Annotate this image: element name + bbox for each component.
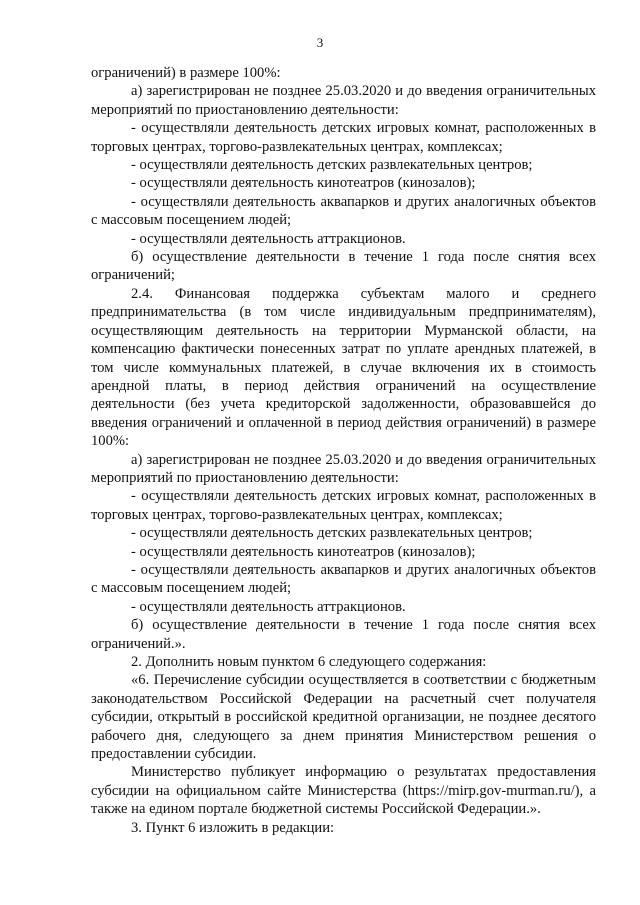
paragraph: Министерство публикует информацию о результатах предоставления субсидии на официальном сайте Министерства (https://mirp.gov-murman.ru/), а также на едином портале бюджетной системы Российской Федерации.». (91, 764, 596, 818)
paragraph: 3. Пункт 6 изложить в редакции: (131, 819, 335, 836)
paragraph: б) осуществление деятельности в течение 1 года после снятия всех ограничений; (91, 249, 596, 284)
paragraph: а) зарегистрирован не позднее 25.03.2020 и до введения ограничительных мероприятий по приостановлению деятельности: (91, 451, 596, 486)
list-item: - осуществляли деятельность аквапарков и других аналогичных объектов с массовым посещением людей; (91, 561, 596, 597)
document-body (91, 64, 596, 837)
paragraph: б) осуществление деятельности в течение 1 года после снятия всех ограничений.». (91, 617, 596, 652)
list-item: - осуществляли деятельность кинотеатров (кинозалов); (131, 543, 476, 560)
page-number: 3 (316, 35, 324, 50)
list-item: - осуществляли деятельность аттракционов. (131, 598, 406, 615)
list-item: - осуществляли деятельность аттракционов. (131, 230, 406, 247)
list-item: - осуществляли деятельность детских игровых комнат, расположенных в торговых центрах, торгово-развлекательных центрах, комплексах; (91, 120, 596, 155)
list-item: - осуществляли деятельность детских развлекательных центров; (131, 157, 533, 174)
paragraph: 2. Дополнить новым пунктом 6 следующего содержания: (131, 654, 487, 670)
paragraph: «6. Перечисление субсидии осуществляется в соответствии с бюджетным законодательством Российской Федерации на расчетный счет получателя субсидии, открытый в российской кредитной организации, не позднее десятого рабочего дня, следующего за днем принятия Министерством решения о предоставлении субсидии. (91, 672, 596, 763)
list-item: - осуществляли деятельность аквапарков и других аналогичных объектов с массовым посещением людей; (91, 193, 596, 229)
list-item: - осуществляли деятельность кинотеатров (кинозалов); (131, 175, 476, 192)
list-item: - осуществляли деятельность детских игровых комнат, расположенных в торговых центрах, торгово-развлекательных центрах, комплексах; (91, 488, 596, 523)
paragraph: 2.4. Финансовая поддержка субъектам малого и среднего предпринимательства (в том числе индивидуальным предпринимателям), осуществляющим деятельность на территории Мурманской области, на компенсацию фактически понесенных затрат по уплате арендных платежей, в том числе коммунальных платежей, в случае включения их в стоимость арендной платы, в период действия ограничений на осуществление деятельности (без учета кредиторской задолженности, образовавшейся до введения ограничений и оплаченной в период действия ограничений) в размере 100%: (91, 285, 596, 450)
paragraph: а) зарегистрирован не позднее 25.03.2020 и до введения ограничительных мероприятий по приостановлению деятельности: (91, 83, 596, 118)
paragraph: ограничений) в размере 100%: (91, 65, 281, 81)
list-item: - осуществляли деятельность детских развлекательных центров; (131, 525, 533, 542)
